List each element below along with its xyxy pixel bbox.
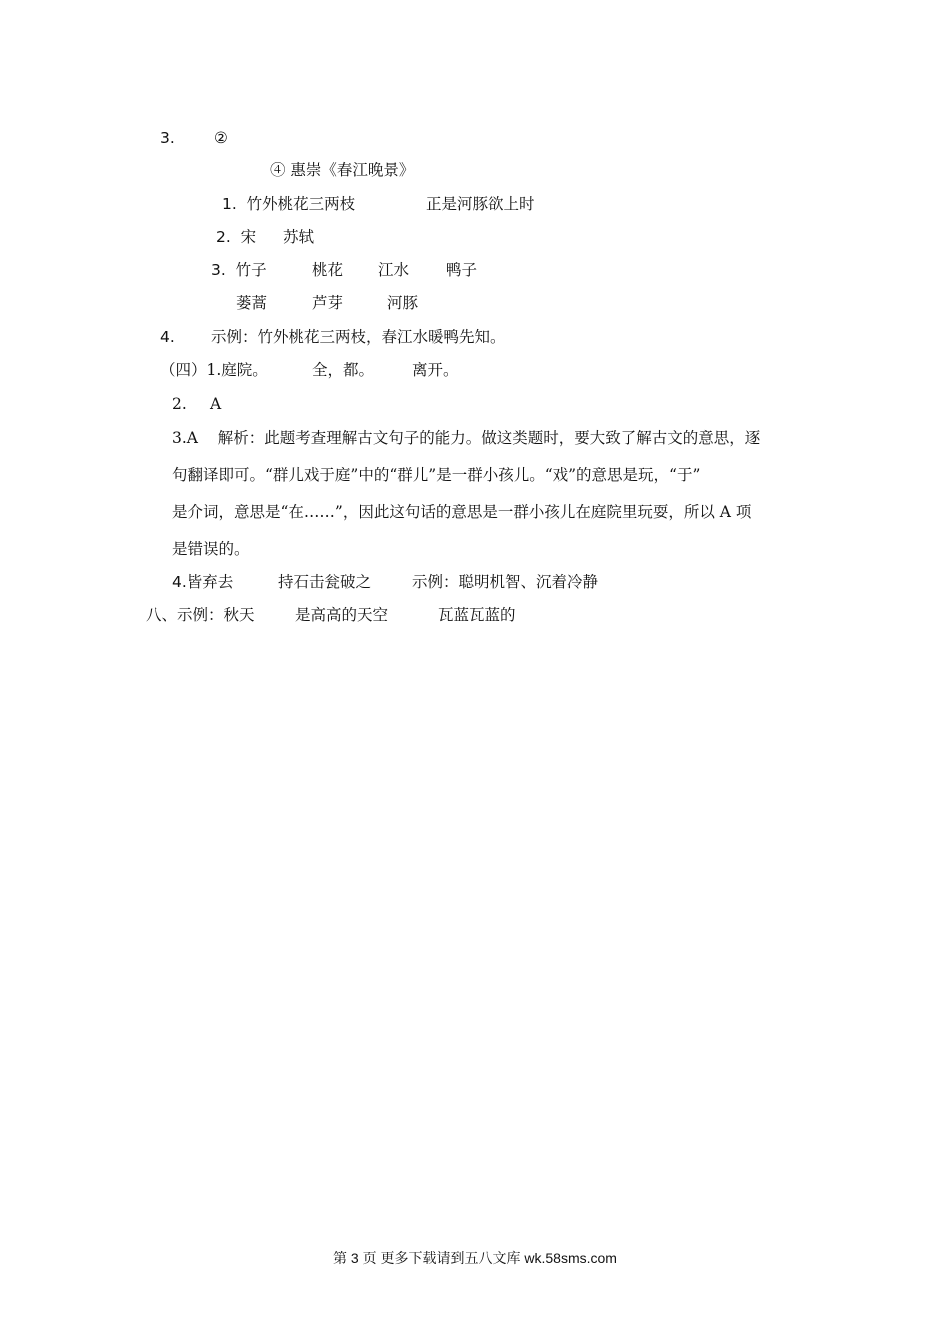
answer-text: ② (214, 129, 228, 147)
answer-text: 正是河豚欲上时 (426, 195, 535, 213)
answer-text: 江水 (378, 261, 410, 279)
answer-text: 桃花 (312, 261, 344, 279)
answer-text: 1. 竹外桃花三两枝 (222, 195, 356, 213)
answer-text: 4.皆弃去 (172, 573, 234, 591)
answer-text: 八、示例：秋天 (146, 606, 255, 624)
paragraph-line: 3.A 解析：此题考查理解古文句子的能力。做这类题时，要大致了解古文的意思，逐 (172, 429, 761, 447)
paragraph-line: 句翻译即可。“群儿戏于庭”中的“群儿”是一群小孩儿。“戏”的意思是玩，“于” (172, 466, 701, 484)
answer-text: 鸭子 (446, 261, 478, 279)
answer-text: （四）1.庭院。 (160, 361, 268, 379)
answer-text: 蒌蒿 (236, 294, 268, 312)
answer-text: 持石击瓮破之 (278, 573, 372, 591)
answer-text: 苏轼 (283, 228, 315, 246)
answer-text: 芦芽 (312, 294, 344, 312)
answer-text: 示例：竹外桃花三两枝，春江水暖鸭先知。 (211, 328, 506, 346)
answer-text: 2. 宋 (216, 228, 257, 246)
paragraph-line: 是介词，意思是“在……”，因此这句话的意思是一群小孩儿在庭院里玩耍，所以 A 项 (172, 503, 752, 521)
answer-text: 示例：聪明机智、沉着冷静 (412, 573, 599, 591)
answer-text: 离开。 (412, 361, 459, 379)
item-number: 2. (172, 395, 187, 413)
answer-text: 河豚 (387, 294, 419, 312)
answer-text: 3. 竹子 (211, 261, 267, 279)
item-number: 3. (160, 129, 175, 147)
paragraph-line: 是错误的。 (172, 540, 250, 558)
answer-text: 瓦蓝瓦蓝的 (438, 606, 516, 624)
answer-text: ④ 惠崇《春江晚景》 (270, 161, 415, 179)
answer-text: 是高高的天空 (295, 606, 389, 624)
page-footer: 第 3 页 更多下载请到五八文库 wk.58sms.com (333, 1250, 617, 1266)
answer-text: A (210, 395, 222, 413)
item-number: 4. (160, 328, 175, 346)
answer-text: 全，都。 (312, 361, 375, 379)
